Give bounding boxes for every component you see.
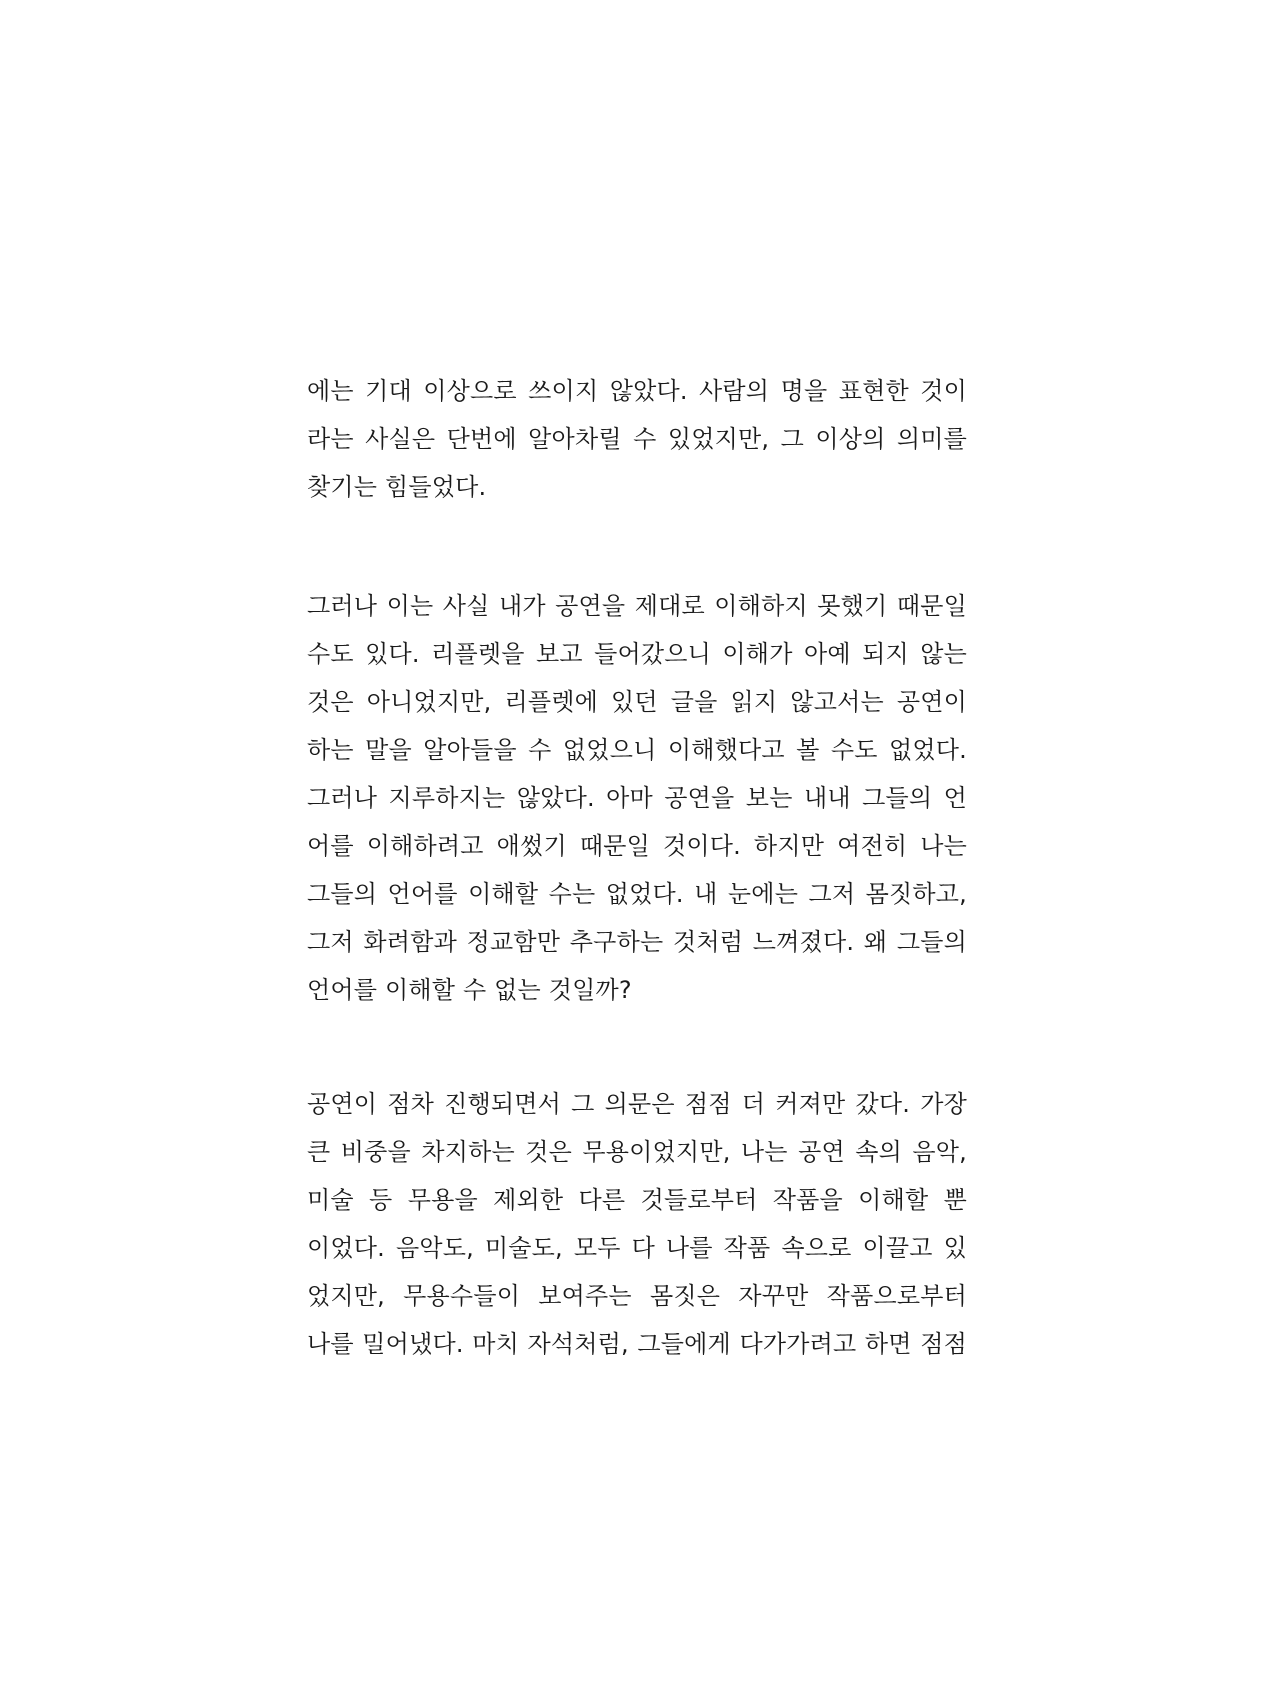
text-line: 나를 밀어냈다. 마치 자석처럼, 그들에게 다가가려고 하면 점점 (307, 1330, 967, 1358)
text-line: 어를 이해하려고 애썼기 때문일 것이다. 하지만 여전히 나는 (307, 832, 967, 860)
text-line: 공연이 점차 진행되면서 그 의문은 점점 더 커져만 갔다. 가장 (307, 1090, 967, 1118)
text-line: 찾기는 힘들었다. (307, 473, 487, 501)
text-line: 그저 화려함과 정교함만 추구하는 것처럼 느껴졌다. 왜 그들의 (307, 928, 967, 956)
text-line: 그러나 지루하지는 않았다. 아마 공연을 보는 내내 그들의 언 (307, 784, 967, 812)
text-line: 하는 말을 알아들을 수 없었으니 이해했다고 볼 수도 없었다. (307, 736, 967, 764)
text-line: 수도 있다. 리플렛을 보고 들어갔으니 이해가 아예 되지 않는 (307, 640, 967, 668)
paragraph-3 (307, 1080, 967, 1368)
text-line: 미술 등 무용을 제외한 다른 것들로부터 작품을 이해할 뿐 (307, 1186, 967, 1214)
text-line: 이었다. 음악도, 미술도, 모두 다 나를 작품 속으로 이끌고 있 (307, 1234, 967, 1262)
text-line: 큰 비중을 차지하는 것은 무용이었지만, 나는 공연 속의 음악, (307, 1138, 967, 1166)
text-line: 라는 사실은 단번에 알아차릴 수 있었지만, 그 이상의 의미를 (307, 425, 967, 453)
text-line: 었지만, 무용수들이 보여주는 몸짓은 자꾸만 작품으로부터 (307, 1282, 967, 1310)
text-line: 그러나 이는 사실 내가 공연을 제대로 이해하지 못했기 때문일 (307, 592, 967, 620)
paragraph-2 (307, 582, 967, 1014)
text-line: 것은 아니었지만, 리플렛에 있던 글을 읽지 않고서는 공연이 (307, 688, 967, 716)
text-line: 에는 기대 이상으로 쓰이지 않았다. 사람의 명을 표현한 것이 (307, 377, 967, 405)
text-line: 언어를 이해할 수 없는 것일까? (307, 976, 632, 1004)
text-line: 그들의 언어를 이해할 수는 없었다. 내 눈에는 그저 몸짓하고, (307, 880, 967, 908)
paragraph-1 (307, 367, 967, 511)
